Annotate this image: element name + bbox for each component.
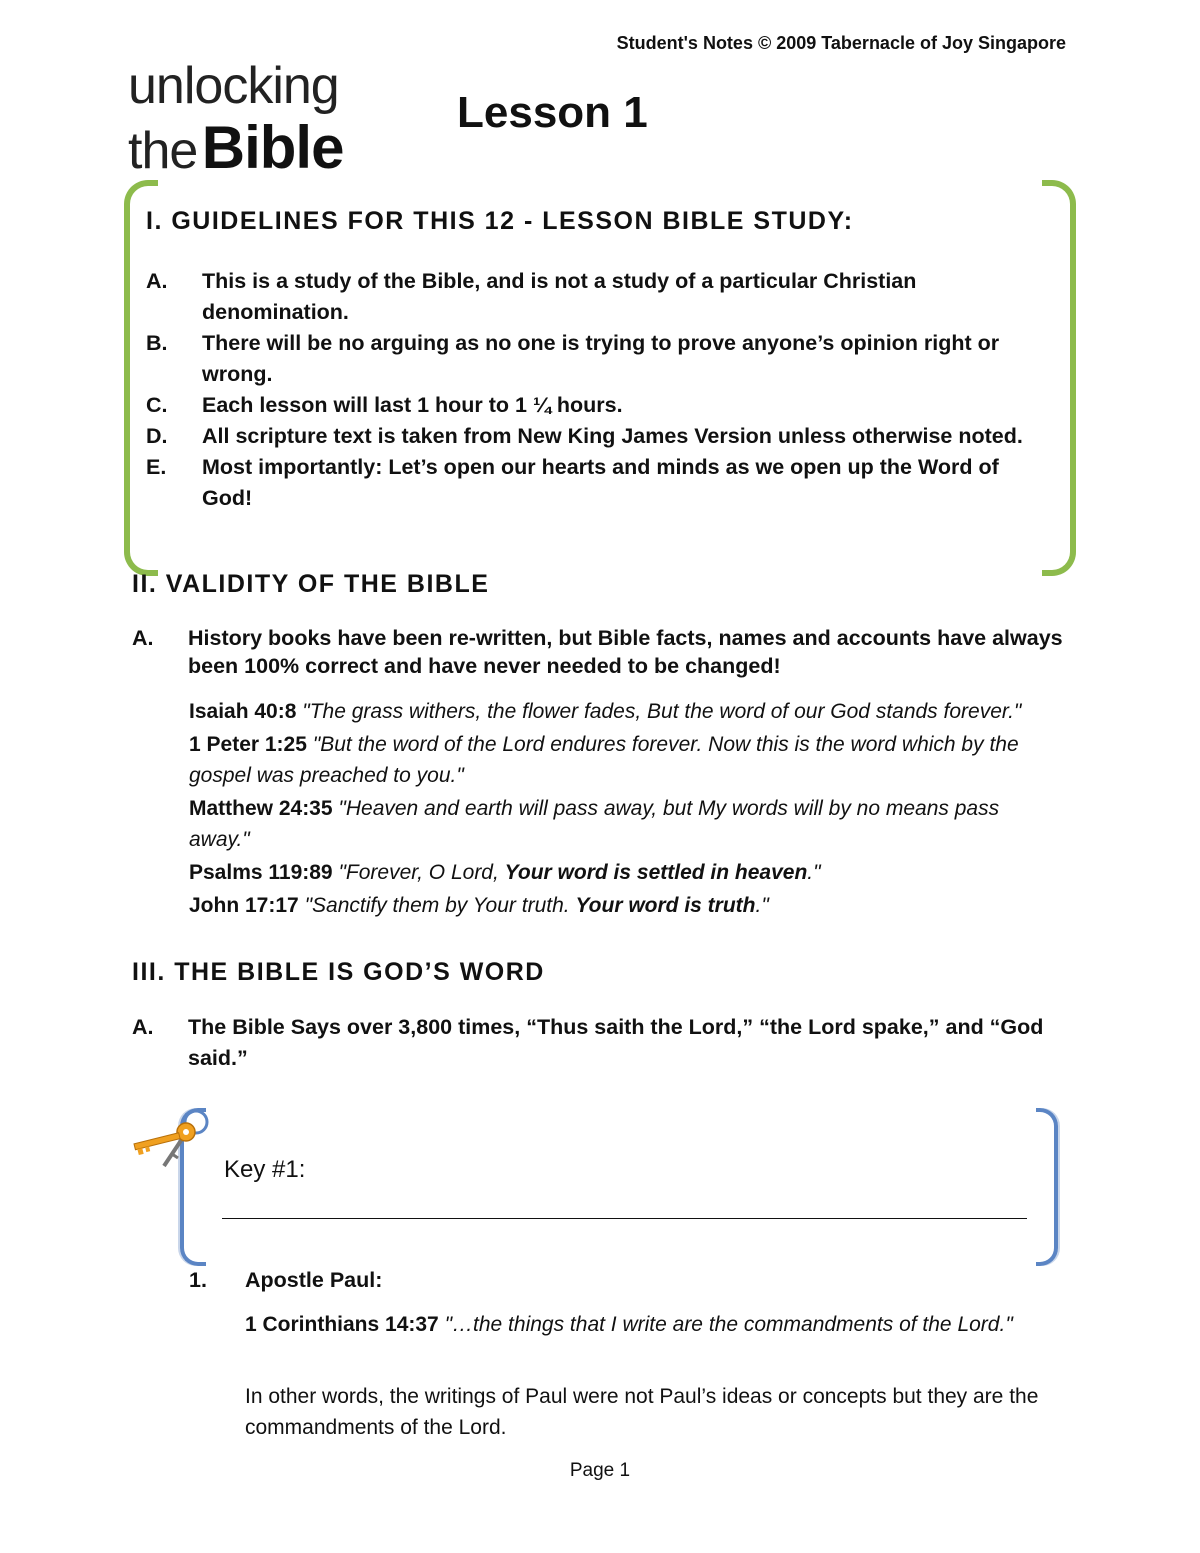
verse-ref: Matthew 24:35 bbox=[189, 797, 333, 820]
list-text: There will be no arguing as no one is trying to prove anyone’s opinion right or wrong. bbox=[202, 331, 1000, 386]
list-item bbox=[146, 328, 1026, 390]
list-text: Each lesson will last 1 hour to 1 ¼ hours. bbox=[202, 393, 623, 417]
list-text: Most importantly: Let’s open our hearts and minds as we open up the Word of God! bbox=[202, 455, 999, 510]
verse-ref: Psalms 119:89 bbox=[189, 861, 333, 884]
header-note: Student's Notes © 2009 Tabernacle of Joy Singapore bbox=[616, 33, 1066, 53]
verse-1-peter bbox=[189, 729, 1059, 791]
logo-bible: Bible bbox=[201, 114, 344, 181]
verse-list bbox=[189, 696, 1059, 923]
verse-quote-post: ." bbox=[755, 894, 769, 917]
lesson-title: Lesson 1 bbox=[457, 88, 648, 137]
list-letter: A. bbox=[146, 269, 168, 293]
list-letter: C. bbox=[146, 393, 168, 417]
list-letter: D. bbox=[146, 424, 168, 448]
key-label: Key #1: bbox=[224, 1156, 306, 1183]
verse-john bbox=[189, 890, 1059, 921]
section1-heading: I. GUIDELINES FOR THIS 12 - LESSON BIBLE STUDY: bbox=[146, 207, 854, 235]
verse-ref: John 17:17 bbox=[189, 894, 299, 917]
list-letter: E. bbox=[146, 455, 167, 479]
verse-ref: 1 Peter 1:25 bbox=[189, 733, 307, 756]
list-letter: B. bbox=[146, 331, 168, 355]
subsection-title-row bbox=[189, 1268, 1059, 1293]
list-item bbox=[146, 390, 1026, 421]
list-item bbox=[146, 452, 1026, 514]
list-letter: A. bbox=[132, 626, 154, 650]
verse-isaiah bbox=[189, 696, 1059, 727]
subsection-explanation: In other words, the writings of Paul were not Paul’s ideas or concepts but they are the commandments of the Lord. bbox=[245, 1385, 1039, 1439]
verse-ref: 1 Corinthians 14:37 bbox=[245, 1313, 439, 1336]
list-item bbox=[146, 421, 1026, 452]
keys-icon bbox=[128, 1104, 212, 1175]
verse-corinthians bbox=[245, 1309, 1055, 1340]
green-bracket-right bbox=[1042, 180, 1076, 576]
verse-quote-pre: "Forever, O Lord, bbox=[338, 861, 505, 884]
verse-quote: "Heaven and earth will pass away, but My words will by no means pass away." bbox=[189, 797, 1000, 851]
key-answer-line[interactable] bbox=[222, 1218, 1027, 1219]
list-text: This is a study of the Bible, and is not a study of a particular Christian denomination. bbox=[202, 269, 917, 324]
section3-heading: III. THE BIBLE IS GOD’S WORD bbox=[132, 958, 545, 986]
verse-psalms bbox=[189, 857, 1059, 888]
list-letter: A. bbox=[132, 1015, 154, 1039]
verse-quote-pre: "Sanctify them by Your truth. bbox=[304, 894, 576, 917]
blue-bracket-right bbox=[1036, 1108, 1058, 1266]
subsection-title: Apostle Paul: bbox=[245, 1268, 383, 1292]
logo-line2 bbox=[128, 114, 418, 181]
verse-quote-bold: Your word is truth bbox=[575, 894, 756, 917]
logo-the: the bbox=[128, 122, 198, 180]
list-text: The Bible Says over 3,800 times, “Thus saith the Lord,” “the Lord spake,” and “God said.” bbox=[188, 1015, 1044, 1070]
verse-quote: "The grass withers, the flower fades, But the word of our God stands forever." bbox=[302, 700, 1022, 723]
page-number: Page 1 bbox=[569, 1460, 631, 1481]
verse-quote-bold: Your word is settled in heaven bbox=[504, 861, 808, 884]
verse-matthew bbox=[189, 793, 1059, 855]
verse-quote-post: ." bbox=[807, 861, 821, 884]
logo-unlocking: unlocking bbox=[128, 57, 339, 115]
list-item bbox=[146, 266, 1026, 328]
logo bbox=[128, 57, 418, 181]
list-text: All scripture text is taken from New King James Version unless otherwise noted. bbox=[202, 424, 1023, 448]
list-text: History books have been re-written, but Bible facts, names and accounts have always been 100% correct and have never needed to be changed! bbox=[188, 626, 1063, 678]
section2-item-a bbox=[132, 624, 1067, 680]
section2-heading: II. VALIDITY OF THE BIBLE bbox=[132, 570, 490, 598]
verse-quote: "But the word of the Lord endures forever. Now this is the word which by the gospel was preached to you." bbox=[189, 733, 1019, 787]
verse-quote: "…the things that I write are the commandments of the Lord." bbox=[444, 1313, 1013, 1336]
subsection-number: 1. bbox=[189, 1268, 207, 1292]
verse-ref: Isaiah 40:8 bbox=[189, 700, 297, 723]
guidelines-list bbox=[146, 266, 1026, 514]
section3-item-a bbox=[132, 1012, 1067, 1074]
